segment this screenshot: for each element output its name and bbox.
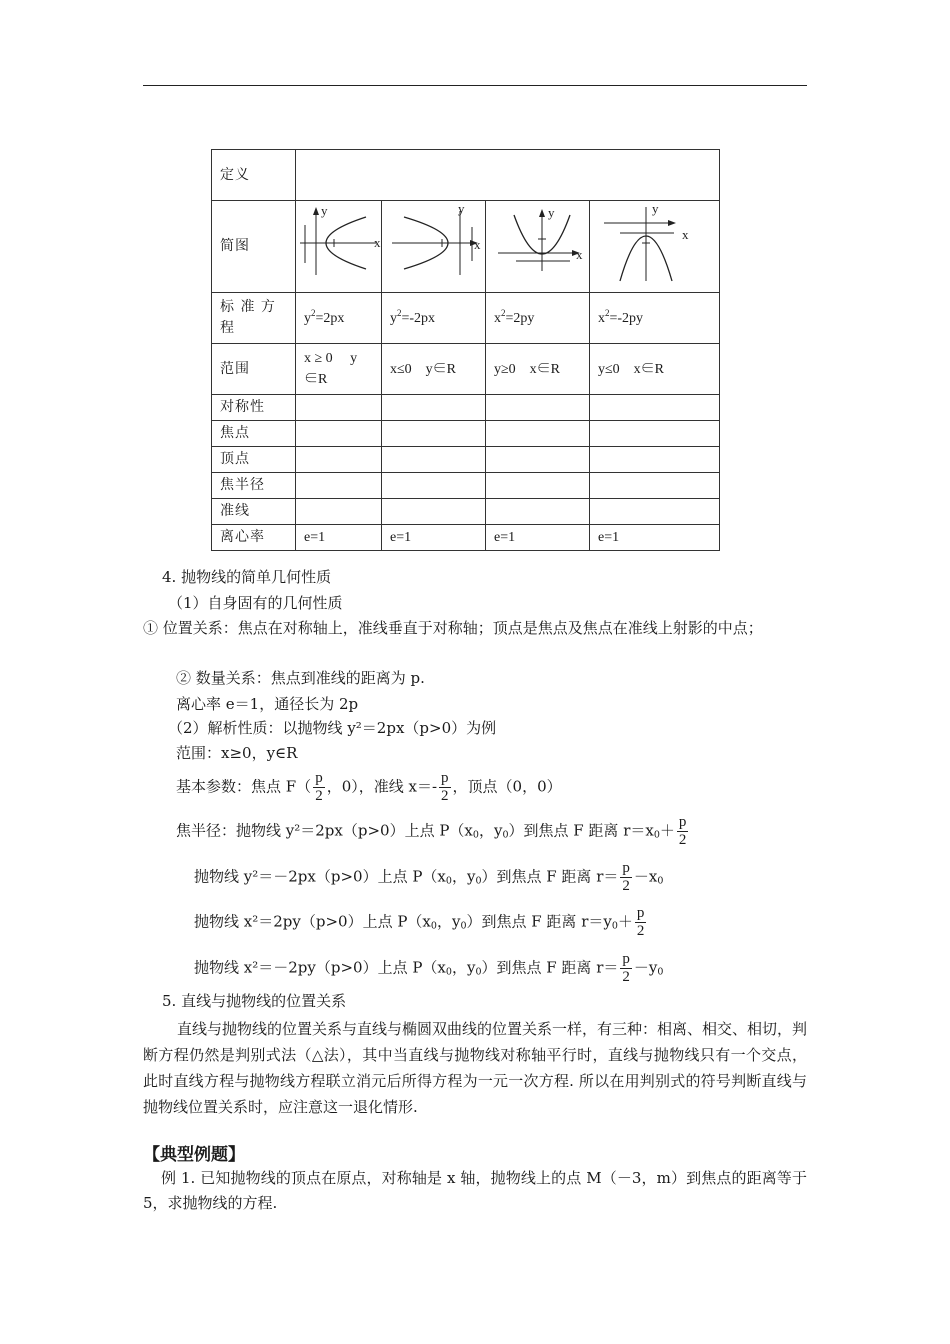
- section4-item2: ② 数量关系：焦点到准线的距离为 p.: [176, 669, 425, 687]
- diagram-cell: [296, 201, 382, 293]
- row-label-focal-radius: 焦半径: [212, 473, 296, 499]
- equation-cell: $x^2=2py$: [486, 293, 590, 344]
- section4-item1: ① 位置关系：焦点在对称轴上，准线垂直于对称轴；顶点是焦点及焦点在准线上射影的中点；: [143, 619, 763, 637]
- diagram-cell: [486, 201, 590, 293]
- focal-radius-2: 抛物线 y²＝－2px（p>0）上点 $P(x_0$，$y_0$）到焦点 F 距离 r＝ $\frac{p}{2}$ $-x_0$: [194, 860, 664, 894]
- row-label-directrix: 准线: [212, 499, 296, 525]
- focal-radius-3: 抛物线 x²＝2py（p>0）上点 $P(x_0$，$y_0$）到焦点 F 距离 $r=y_0+$ $\frac{p}{2}$: [194, 905, 645, 939]
- section4-item3: 离心率 e＝1，通径长为 2p: [176, 695, 359, 713]
- row-label-std-equation: 标 准 方 程: [212, 293, 296, 344]
- table-row: [212, 499, 720, 525]
- section4-range: 范围：x≥0，y∈R: [176, 744, 298, 762]
- table-row: [212, 344, 720, 395]
- example-1: 例 1. 已知抛物线的顶点在原点，对称轴是 x 轴，抛物线上的点 M（－3，m）到焦点的距离等于 5，求抛物线的方程.: [143, 1169, 807, 1212]
- table-row: [212, 395, 720, 421]
- eccentricity-cell: e=1: [590, 525, 720, 551]
- axis-label-y: y: [548, 205, 555, 220]
- basic-params: 基本参数：焦点 F（ $\frac{p}{2}$ ，0），准线 x＝- $\frac{p}{2}$ ，顶点（0，0）: [176, 770, 562, 804]
- parabola-left-diagram: [382, 201, 486, 285]
- row-label-range: 范围: [212, 344, 296, 395]
- diagram-cell: [382, 201, 486, 293]
- row-label-focus: 焦点: [212, 421, 296, 447]
- fraction-p-over-2: $\frac{p}{2}$: [622, 951, 630, 985]
- row-label-symmetry: 对称性: [212, 395, 296, 421]
- parabola-down-diagram: [590, 201, 720, 285]
- eccentricity-cell: e=1: [486, 525, 590, 551]
- range-cell: x ≥ 0 y ∈R: [296, 344, 382, 395]
- fraction-p-over-2: $\frac{p}{2}$: [678, 814, 687, 848]
- table-row: [212, 293, 720, 344]
- table-row: [212, 150, 720, 201]
- axis-label-y: y: [458, 201, 465, 216]
- diagram-cell: [590, 201, 720, 293]
- axis-label-x: x: [576, 247, 583, 262]
- table-row: [212, 473, 720, 499]
- row-label-diagram: 简图: [212, 201, 296, 293]
- fraction-p-over-2: $\frac{p}{2}$: [622, 860, 630, 894]
- row-label-eccentricity: 离心率: [212, 525, 296, 551]
- section4-sub2: （2）解析性质：以抛物线 y²＝2px（p>0）为例: [168, 719, 497, 737]
- range-cell: y≥0 x∈R: [486, 344, 590, 395]
- focal-radius-1: 焦半径：抛物线 y²＝2px（p>0）上点 $P(x_0$，$y_0$）到焦点 F 距离 $r=x_0+$ $\frac{p}{2}$: [176, 814, 687, 848]
- axis-label-x: x: [682, 227, 689, 242]
- axis-label-x: x: [474, 237, 481, 252]
- table-row: [212, 421, 720, 447]
- section5-title: 5. 直线与抛物线的位置关系: [162, 992, 347, 1010]
- equation-cell: $y^2=2px$: [296, 293, 382, 344]
- table-row: [212, 447, 720, 473]
- fraction-p-over-2: $\frac{p}{2}$: [441, 770, 449, 804]
- parabola-right-diagram: [296, 201, 382, 285]
- section5-body: 直线与抛物线的位置关系与直线与椭圆双曲线的位置关系一样，有三种：相离、相交、相切，判断方程仍然是判别式法（△法），其中当直线与抛物线对称轴平行时，直线与抛物线只有一个交点，此时直线方程与抛物线方程联立消元后所得方程为一元一次方程. 所以在用判别式的符号判断直线与抛物线位置关系时，应注意这一退化情形.: [143, 1020, 808, 1116]
- section4-title: 4. 抛物线的简单几何性质: [162, 568, 332, 586]
- axis-label-y: y: [652, 201, 659, 216]
- axis-label-x: x: [374, 235, 381, 250]
- range-cell: y≤0 x∈R: [590, 344, 720, 395]
- section4-sub1: （1）自身固有的几何性质: [168, 594, 343, 612]
- fraction-p-over-2: $\frac{p}{2}$: [636, 905, 645, 939]
- parabola-up-diagram: [486, 201, 590, 285]
- eccentricity-cell: e=1: [382, 525, 486, 551]
- row-label-vertex: 顶点: [212, 447, 296, 473]
- definition-cell: [296, 150, 720, 201]
- range-cell: x≤0 y∈R: [382, 344, 486, 395]
- focal-radius-4: 抛物线 x²＝－2py（p>0）上点 $P(x_0$，$y_0$）到焦点 F 距离 r＝ $\frac{p}{2}$ $-y_0$: [194, 951, 664, 985]
- parabola-properties-table: [211, 149, 720, 551]
- table-row: [212, 201, 720, 293]
- top-rule: [143, 85, 807, 86]
- equation-cell: $x^2=-2py$: [590, 293, 720, 344]
- fraction-p-over-2: $\frac{p}{2}$: [315, 770, 323, 804]
- eccentricity-cell: e=1: [296, 525, 382, 551]
- row-label-definition: 定义: [212, 150, 296, 201]
- examples-heading: 【典型例题】: [143, 1145, 245, 1165]
- equation-cell: $y^2=-2px$: [382, 293, 486, 344]
- axis-label-y: y: [321, 203, 328, 218]
- table-row: [212, 525, 720, 551]
